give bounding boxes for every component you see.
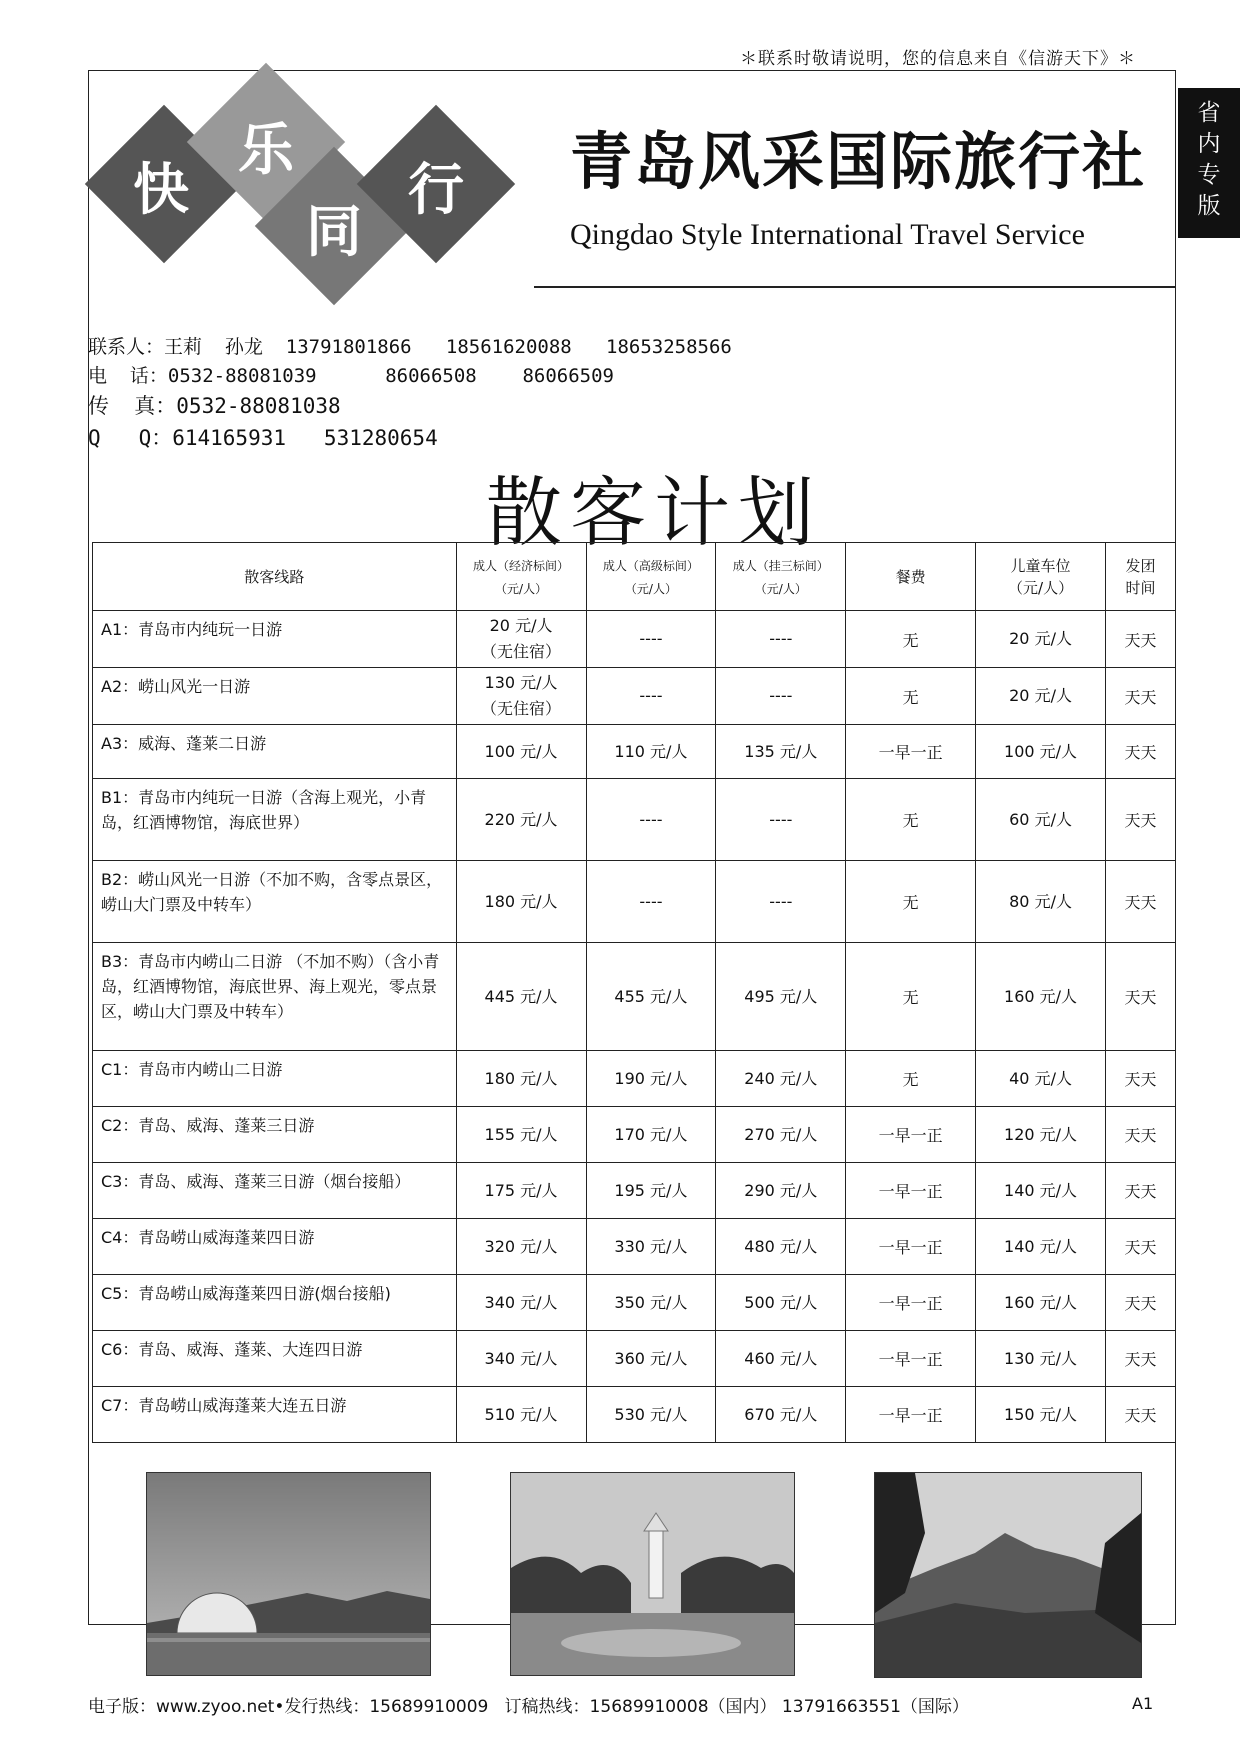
cell-adult-3star: 495 元/人 [716, 943, 846, 1051]
cell-child: 150 元/人 [976, 1387, 1106, 1443]
table-row [93, 1219, 1176, 1275]
cell-child: 100 元/人 [976, 725, 1106, 779]
cell-route: C5：青岛崂山威海蓬莱四日游(烟台接船) [93, 1275, 457, 1331]
cell-meals: 无 [846, 861, 976, 943]
cell-route: A3：威海、蓬莱二日游 [93, 725, 457, 779]
table-row [93, 725, 1176, 779]
side-tab-char: 专 [1197, 162, 1221, 188]
page-number: A1 [1132, 1694, 1154, 1713]
side-tab-char: 省 [1197, 100, 1221, 126]
contact-phone: 电 话：0532-88081039 86066508 86066509 [88, 365, 614, 387]
table-row [93, 668, 1176, 725]
logo [88, 76, 528, 296]
cell-meals: 无 [846, 779, 976, 861]
cell-adult-3star: ---- [716, 668, 846, 725]
cell-adult-3star: 500 元/人 [716, 1275, 846, 1331]
cell-route: A2：崂山风光一日游 [93, 668, 457, 725]
contact-people: 联系人：王莉 孙龙 13791801866 18561620088 18653258566 [88, 336, 732, 358]
agency-name: 青岛风采国际旅行社 [570, 125, 1147, 198]
footer-contact: 电子版：www.zyoo.net•发行热线：15689910009 订稿热线：15689910008（国内） 13791663551（国际） [88, 1697, 969, 1717]
cell-adult-3star: ---- [716, 779, 846, 861]
cell-child: 140 元/人 [976, 1219, 1106, 1275]
cell-route: B2：崂山风光一日游（不加不购，含零点景区，崂山大门票及中转车） [93, 861, 457, 943]
cell-adult-econ: 20 元/人 （无住宿） [456, 611, 586, 668]
contact-qq: Q Q：614165931 531280654 [88, 426, 438, 450]
col-header-child: 儿童车位 （元/人） [976, 543, 1106, 611]
photo-seaside-dome [146, 1472, 431, 1676]
table-row [93, 1331, 1176, 1387]
cell-adult-3star: 480 元/人 [716, 1219, 846, 1275]
cell-child: 60 元/人 [976, 779, 1106, 861]
col-header-adult-3star: 成人（挂三标间） （元/人） [716, 543, 846, 611]
cell-adult-3star: ---- [716, 861, 846, 943]
cell-adult-high: 455 元/人 [586, 943, 716, 1051]
logo-char: 快 [133, 157, 189, 223]
cell-depart: 天天 [1106, 668, 1176, 725]
cell-route: C2：青岛、威海、蓬莱三日游 [93, 1107, 457, 1163]
cell-meals: 一早一正 [846, 725, 976, 779]
cell-route: C3：青岛、威海、蓬莱三日游（烟台接船） [93, 1163, 457, 1219]
cell-depart: 天天 [1106, 1275, 1176, 1331]
cell-adult-3star: 135 元/人 [716, 725, 846, 779]
cell-adult-3star: ---- [716, 611, 846, 668]
cell-adult-econ: 155 元/人 [456, 1107, 586, 1163]
cell-adult-econ: 340 元/人 [456, 1275, 586, 1331]
photo-mountain [874, 1472, 1142, 1678]
header-divider [534, 286, 1176, 288]
cell-adult-3star: 290 元/人 [716, 1163, 846, 1219]
table-header-row [93, 543, 1176, 611]
cell-adult-3star: 460 元/人 [716, 1331, 846, 1387]
cell-child: 140 元/人 [976, 1163, 1106, 1219]
cell-meals: 无 [846, 1051, 976, 1107]
col-header-route: 散客线路 [93, 543, 457, 611]
agency-name-en: Qingdao Style International Travel Service [570, 218, 1085, 251]
table-row [93, 943, 1176, 1051]
table-row [93, 1387, 1176, 1443]
cell-child: 120 元/人 [976, 1107, 1106, 1163]
cell-depart: 天天 [1106, 779, 1176, 861]
table-row [93, 1275, 1176, 1331]
cell-adult-high: 350 元/人 [586, 1275, 716, 1331]
cell-depart: 天天 [1106, 1163, 1176, 1219]
cell-child: 130 元/人 [976, 1331, 1106, 1387]
cell-child: 20 元/人 [976, 611, 1106, 668]
cell-adult-econ: 220 元/人 [456, 779, 586, 861]
side-tab-char: 版 [1197, 193, 1221, 219]
cell-depart: 天天 [1106, 943, 1176, 1051]
cell-meals: 一早一正 [846, 1107, 976, 1163]
photo-park-tower [510, 1472, 795, 1676]
cell-adult-high: 360 元/人 [586, 1331, 716, 1387]
cell-child: 160 元/人 [976, 943, 1106, 1051]
cell-adult-high: ---- [586, 861, 716, 943]
table-row [93, 611, 1176, 668]
side-tab-char: 内 [1197, 131, 1221, 157]
cell-adult-high: ---- [586, 611, 716, 668]
cell-depart: 天天 [1106, 1051, 1176, 1107]
cell-adult-high: 190 元/人 [586, 1051, 716, 1107]
cell-adult-econ: 130 元/人 （无住宿） [456, 668, 586, 725]
cell-route: B3：青岛市内崂山二日游 （不加不购）（含小青岛，红酒博物馆，海底世界、海上观光，零点景区，崂山大门票及中转车） [93, 943, 457, 1051]
cell-meals: 一早一正 [846, 1219, 976, 1275]
cell-depart: 天天 [1106, 861, 1176, 943]
cell-adult-high: 110 元/人 [586, 725, 716, 779]
cell-adult-econ: 320 元/人 [456, 1219, 586, 1275]
cell-adult-high: 330 元/人 [586, 1219, 716, 1275]
cell-route: C7：青岛崂山威海蓬莱大连五日游 [93, 1387, 457, 1443]
table-row [93, 1163, 1176, 1219]
cell-depart: 天天 [1106, 725, 1176, 779]
tour-plan-table [92, 542, 1176, 1443]
col-header-meals: 餐费 [846, 543, 976, 611]
cell-adult-econ: 510 元/人 [456, 1387, 586, 1443]
cell-depart: 天天 [1106, 1107, 1176, 1163]
cell-meals: 无 [846, 611, 976, 668]
contact-fax: 传 真：0532-88081038 [88, 394, 341, 418]
cell-depart: 天天 [1106, 1219, 1176, 1275]
cell-adult-high: 195 元/人 [586, 1163, 716, 1219]
cell-adult-high: 530 元/人 [586, 1387, 716, 1443]
table-row [93, 779, 1176, 861]
cell-adult-high: ---- [586, 668, 716, 725]
cell-adult-high: ---- [586, 779, 716, 861]
cell-route: C1：青岛市内崂山二日游 [93, 1051, 457, 1107]
cell-route: C4：青岛崂山威海蓬莱四日游 [93, 1219, 457, 1275]
cell-depart: 天天 [1106, 1331, 1176, 1387]
table-row [93, 861, 1176, 943]
logo-char: 乐 [238, 117, 294, 183]
cell-adult-econ: 445 元/人 [456, 943, 586, 1051]
side-tab [1178, 88, 1240, 238]
cell-adult-3star: 270 元/人 [716, 1107, 846, 1163]
cell-adult-econ: 175 元/人 [456, 1163, 586, 1219]
cell-route: C6：青岛、威海、蓬莱、大连四日游 [93, 1331, 457, 1387]
table-row [93, 1107, 1176, 1163]
cell-adult-3star: 240 元/人 [716, 1051, 846, 1107]
cell-adult-econ: 100 元/人 [456, 725, 586, 779]
cell-depart: 天天 [1106, 1387, 1176, 1443]
table-row [93, 1051, 1176, 1107]
cell-meals: 一早一正 [846, 1331, 976, 1387]
cell-depart: 天天 [1106, 611, 1176, 668]
cell-meals: 一早一正 [846, 1275, 976, 1331]
cell-adult-high: 170 元/人 [586, 1107, 716, 1163]
cell-meals: 无 [846, 943, 976, 1051]
logo-char: 行 [408, 157, 464, 223]
cell-child: 160 元/人 [976, 1275, 1106, 1331]
cell-route: B1：青岛市内纯玩一日游（含海上观光，小青岛，红酒博物馆，海底世界） [93, 779, 457, 861]
cell-child: 80 元/人 [976, 861, 1106, 943]
cell-meals: 无 [846, 668, 976, 725]
top-note: ＊联系时敬请说明，您的信息来自《信游天下》＊ [740, 49, 1136, 69]
cell-child: 40 元/人 [976, 1051, 1106, 1107]
plan-title: 散客计划 [486, 468, 822, 557]
cell-adult-econ: 180 元/人 [456, 861, 586, 943]
cell-child: 20 元/人 [976, 668, 1106, 725]
cell-meals: 一早一正 [846, 1163, 976, 1219]
cell-adult-econ: 180 元/人 [456, 1051, 586, 1107]
col-header-depart: 发团 时间 [1106, 543, 1176, 611]
col-header-adult-high: 成人（高级标间） （元/人） [586, 543, 716, 611]
cell-adult-3star: 670 元/人 [716, 1387, 846, 1443]
logo-char: 同 [306, 199, 362, 265]
cell-route: A1：青岛市内纯玩一日游 [93, 611, 457, 668]
cell-meals: 一早一正 [846, 1387, 976, 1443]
col-header-adult-econ: 成人（经济标间） （元/人） [456, 543, 586, 611]
cell-adult-econ: 340 元/人 [456, 1331, 586, 1387]
